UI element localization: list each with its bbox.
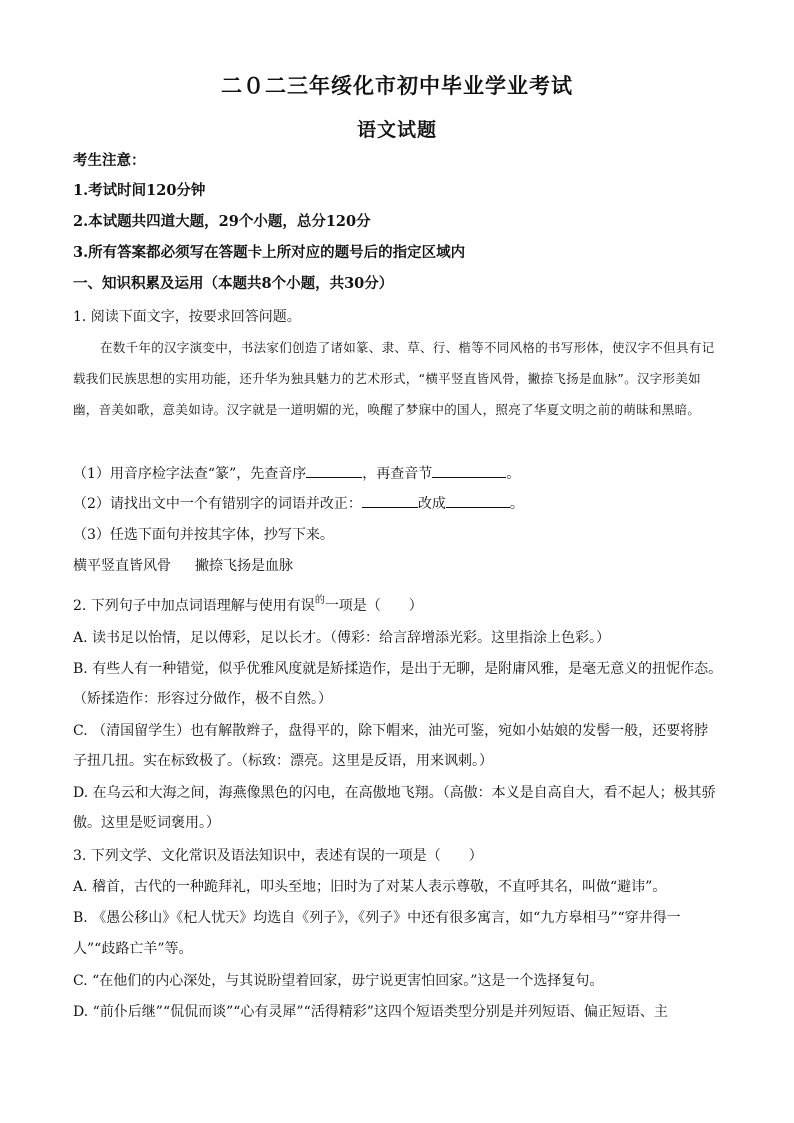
answer-blank[interactable] — [306, 463, 362, 478]
stem-text: 一项是（ ） — [324, 598, 423, 614]
notice-item: 2.本试题共四道大题，29个小题，总分120分 — [73, 213, 371, 230]
sub-question: （3）任选下面句并按其字体，抄写下来。 — [73, 527, 334, 543]
reading-passage: 在数千年的汉字演变中，书法家们创造了诸如篆、隶、草、行、楷等不同风格的书写形体，使汉字不但具有记载我们民族思想的实用功能，还升华为独具魅力的艺术形式，“横平竖直皆风骨，撇捺飞扬是血脉”。汉字形美如幽，音美如歌，意美如诗。汉字就是一道明媚的光，唤醒了梦寐中的国人，照亮了华夏文明之前的萌昧和黑暗。 — [73, 340, 715, 417]
option-b-cont: （矫揉造作：形容过分做作，极不自然。） — [73, 691, 332, 707]
copy-options — [73, 556, 723, 576]
exam-title: 二０二三年绥化市初中毕业学业考试 — [221, 73, 573, 98]
option-d: D. 在乌云和大海之间，海燕像黑色的闪电，在高傲地飞翔。（高傲：本义是自高自大，看不起人；极其骄 — [73, 785, 716, 801]
option-d-cont: 傲。这里是贬词褒用。） — [73, 815, 220, 831]
option-d: D. “前仆后继”“侃侃而谈”“心有灵犀”“活得精彩”这四个短语类型分别是并列短语、偏正短语、主 — [73, 1004, 668, 1020]
question-stem — [73, 596, 723, 618]
option-c-cont: 子扭几扭。实在标致极了。（标致：漂亮。这里是反语，用来讽刺。） — [73, 753, 493, 769]
notice-item: 1.考试时间120分钟 — [73, 182, 206, 199]
option-a: A. 读书足以怡情，足以傅彩，足以长才。（傅彩：给言辞增添光彩。这里指涂上色彩。） — [73, 630, 611, 646]
exam-subtitle: 语文试题 — [356, 119, 437, 141]
notice-item: 3.所有答案都必须写在答题卡上所对应的题号后的指定区域内 — [73, 244, 466, 261]
answer-blank[interactable] — [432, 463, 506, 478]
option-b-cont: 人”“歧路亡羊”等。 — [73, 941, 193, 957]
sub-question-text: 。 — [509, 496, 524, 512]
sub-question-text: ，再查音节 — [362, 466, 433, 482]
sub-question-text: 。 — [506, 466, 521, 482]
answer-blank[interactable] — [362, 493, 418, 508]
sub-question-text: （1）用音序检字法查“篆”，先查音序 — [73, 466, 307, 482]
option-b: B. 《愚公移山》《杞人忧天》均选自《列子》，《列子》中还有很多寓言，如“九方皋相马”“穿井得一 — [73, 910, 681, 926]
stem-sup: 的 — [314, 595, 325, 606]
option-a: A. 稽首，古代的一种跪拜礼，叩头至地；旧时为了对某人表示尊敬，不直呼其名，叫做“避讳”。 — [73, 879, 667, 895]
sub-question — [73, 463, 723, 484]
sub-question-text: （2）请找出文中一个有错别字的词语并改正： — [73, 496, 362, 512]
copy-option: 横平竖直皆风骨 — [73, 558, 171, 574]
sub-question — [73, 493, 723, 514]
question-stem: 3. 下列文学、文化常识及语法知识中，表述有误的一项是（ ） — [73, 848, 483, 864]
option-b: B. 有些人有一种错觉，似乎优雅风度就是矫揉造作，是出于无聊，是附庸风雅，是毫无意义的扭怩作态。 — [73, 661, 723, 677]
option-c: C. （清国留学生）也有解散辫子，盘得平的，除下帽来，油光可鉴，宛如小姑娘的发髻一般，还要将脖 — [73, 723, 709, 739]
section-heading: 一、知识积累及运用（本题共8个小题，共30分） — [73, 275, 394, 292]
question-stem: 1. 阅读下面文字，按要求回答问题。 — [73, 309, 301, 325]
stem-text: 2. 下列句子中加点词语理解与使用有误 — [73, 598, 315, 614]
option-c: C. “在他们的内心深处，与其说盼望着回家，毋宁说更害怕回家。”这是一个选择复句。 — [73, 973, 604, 989]
answer-blank[interactable] — [446, 493, 510, 508]
copy-option: 撇捺飞扬是血脉 — [195, 558, 293, 574]
notice-heading: 考生注意： — [73, 152, 146, 169]
sub-question-text: 改成 — [417, 496, 446, 512]
